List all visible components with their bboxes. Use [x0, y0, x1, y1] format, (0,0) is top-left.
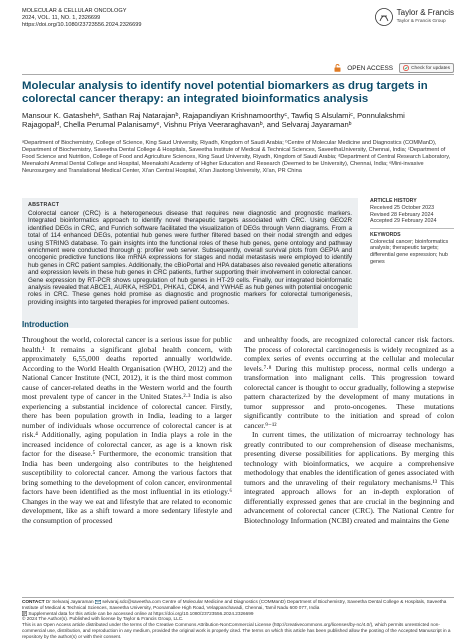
body-column-left	[22, 335, 232, 525]
publisher-logo-icon	[375, 8, 393, 26]
open-lock-icon	[334, 64, 341, 72]
abstract-heading: ABSTRACT	[28, 202, 60, 208]
keywords-heading: KEYWORDS	[370, 231, 401, 238]
history-received: Received 25 October 2023	[370, 205, 435, 211]
body-column-right	[244, 335, 454, 525]
access-bar	[334, 63, 454, 73]
license-text: This is an Open Access article distributed under the terms of the Creative Commons Attribution-NonCommercial License (http://creativecommons.org/licenses/by-nc/4.0/), which permits unrestricted non-commercial use, distribution, and reproduction in any medium, provided the original work is properly cited. The terms on which this article has been published allow the posting of the Accepted Manuscript in a repository by the author(s) or with their consent.	[22, 622, 451, 639]
publisher-logo	[375, 8, 454, 26]
article-sidebar	[370, 198, 454, 265]
check-updates-icon	[403, 65, 409, 71]
intro-paragraph-1: Throughout the world, colorectal cancer is a serious issue for public health.¹ It remains a significant global health concern, with approximately 6,55,000 deaths reported annually worldwide. According to the World Health Organisation (WHO, 2012) and the National Cancer Institute (NCI, 2012), it is the third most common cause of cancer-related deaths in the Western world and the fourth most prevalent type of cancer in the United States.²·³ India is also experiencing a substantial incidence of colorectal cancer. Firstly, there has been population growth in India, leading to a larger number of individuals whose occurrence of colorectal cancer is at risk.⁴ Additionally, aging population in India plays a role in the increased incidence of colorectal cancer, as age is a known risk factor for the disease.⁵ Furthermore, the economic transition that India has been undergoing also contributes to the heightened susceptibility to colorectal cancer. Among the various factors that bring something to the development of colon cancer, environmental factors have been identified as the most influential in its etiology.⁶ Changes in the way we eat and lifestyle that are related to economic development, like as a shift toward a more sedentary lifestyle and the consumption of processed	[22, 335, 232, 525]
journal-doi[interactable]: https://doi.org/10.1080/23723556.2024.2326699	[22, 22, 142, 28]
abstract-box	[22, 198, 358, 328]
article-history-heading: ARTICLE HISTORY	[370, 198, 417, 204]
history-accepted: Accepted 29 February 2024	[370, 218, 437, 225]
footer-divider	[22, 597, 454, 598]
contact-affiliation: Centre of Molecular Medicine and Diagnostics (COMManD) Department of Biochemistry, Saveetha Dental College & Hospitals, Saveetha Institute of Medical & Technical Sciences, Saveetha University, Poonamallee High Road, Velappanchavadi, Chennai, Tamil Nadu 600 077, India	[22, 599, 447, 610]
check-updates-button[interactable]	[399, 63, 454, 73]
journal-name: MOLECULAR & CELLULAR ONCOLOGY	[22, 8, 127, 14]
contact-email[interactable]: selvaraj.sdc@saveetha.com	[102, 599, 161, 604]
contact-name: Dr Selvaraj Jayaraman	[45, 599, 94, 604]
envelope-icon	[95, 600, 101, 604]
publisher-group: Taylor & Francis Group	[396, 19, 446, 24]
intro-paragraph-2: In current times, the utilization of microarray technology has greatly contributed to our comprehension of disease mechanisms, presenting diverse possibilities for applications. By merging this technology with bioinformatics, we acquire a comprehensive methodology that enables the identification of genes associated with tumors and the unraveling of their regulatory mechanisms.¹³ This integrated approach allows for an in-depth exploration of differentially expressed genes that are crucial in the beginning and advancement of colorectal cancer (CRC). The National Centre for Biotechnology Information (NCBI) created and maintains the Gene	[244, 430, 454, 525]
journal-volume: 2024, VOL. 11, NO. 1, 2326699	[22, 15, 101, 21]
history-revised: Revised 28 February 2024	[370, 211, 434, 218]
abstract-text: Colorectal cancer (CRC) is a heterogeneous disease that requires new diagnostic and prognostic markers. Integrated bioinformatics approach to identify novel therapeutic targets associated with CRC. Using GEO2R identified DEGs in CRC, and Funrich software facilitated the visualization of DEGs through Venn diagrams. From a total of 114 enhanced DEGs, potential hub genes were further filtered based on their nodal strength and edges using STRING database. To gain insights into the functional roles of these hub genes, gene ontology and pathway enrichment were conducted thorough g: profiler web server. Subsequently, overall survival plots from GEPIA and oncogenic predictive functions like mRNA expressions for stages and nodal metastasis were employed to identify hub genes in CRC patient samples. Additionally, the cBioPortal and HPA databases also revealed genetic alterations and expression levels in these hub genes in CRC patients, further supporting their involvement in colorectal cancer. Gene expression by RT-PCR shows upregulation of hub genes in HT-29 cells. Finally, our integrated bioinformatic analysis revealed that ABCE1, AURKA, HSPD1, PHKA1, CDK4, and YWHAE as hub genes with potential oncogenic roles in CRC. These genes hold promise as diagnostic and prognostic markers for colorectal tumorigenesis, providing insights into targeted therapies for improved patient outcomes.	[28, 210, 352, 306]
sidebar-divider	[370, 228, 454, 229]
intro-paragraph-continued: and unhealthy foods, are recognized colorectal cancer risk factors. The process of colorectal carcinogenesis is widely recognized as a complex series of events occurring at the cellular and molecular levels.⁷·⁸ During this multistep process, normal cells undergo a transformation into malignant cells. This progression toward colorectal cancer is thought to occur gradually, following a stepwise pattern characterized by the development of many mutations in tumor suppressor and proto-oncogenes. These mutations significantly contribute to the initiation and spread of colon cancer.⁹⁻¹²	[244, 335, 454, 430]
copyright-text: © 2024 The Author(s). Published with license by Taylor & Francis Group, LLC.	[22, 616, 184, 622]
article-title: Molecular analysis to identify novel potential biomarkers as drug targets in colorectal cancer therapy: an integrated bioinformatics analysis	[22, 80, 428, 105]
journal-header	[22, 8, 141, 29]
affiliations: ᵃDepartment of Biochemistry, College of Science, King Saud University, Riyadh, Kingdom of Saudi Arabia; ᵇCentre of Molecular Medicine and Diagnostics (COMManD), Department of Biochemistry, Saveetha Dental College & Hospitals, Saveetha Institute of Medical & Technical Sciences, SaveethaUniversity, Chennai, India; ᶜDepartment of Food Science and Nutrition, College of Food and Agriculture Sciences, King Saud University, Riyadh, Kingdom of Saudi Arabia; ᵈDepartment of Central Research Laboratory, Meenakshi Ammal Dental College and Hospital, Meenakshi Academy of Higher Education and Research (Deemed to be University), Chennai, India; ᵉMini-invasive Neurosurgery and Translational Medical Center, Xi'an Central Hospital, Xi'an Jiaotong University, Xi'an, PR China	[22, 140, 451, 175]
check-updates-label: Check for updates	[411, 65, 450, 71]
introduction-heading: Introduction	[22, 320, 69, 329]
publisher-name: Taylor & Francis	[396, 8, 454, 17]
keywords-text: Colorectal cancer; bioinformatics analysis; therapeutic targets; differential gene expression; hub genes	[370, 238, 449, 265]
contact-line	[22, 599, 452, 611]
author-list: Mansour K. Gatashehᵃ, Sathan Raj Natarajanᵇ, Rajapandiyan Krishnamoorthyᶜ, Tawfiq S Alsulamiᶜ, Ponnulakshmi Rajagopalᵈ, Chella Perumal Palanisamyᵉ, Vishnu Priya Veeraraghavanᵇ, and Selvaraj Jayaramanᵇ	[22, 111, 405, 130]
supplemental-text[interactable]: Supplemental data for this article can be accessed online at https://doi.org/10.1080/23723556.2024.2326699	[28, 610, 254, 616]
contact-label: CONTACT	[22, 599, 45, 604]
open-access-label: OPEN ACCESS	[347, 64, 394, 72]
header-divider	[22, 74, 454, 75]
article-footer	[22, 599, 452, 640]
